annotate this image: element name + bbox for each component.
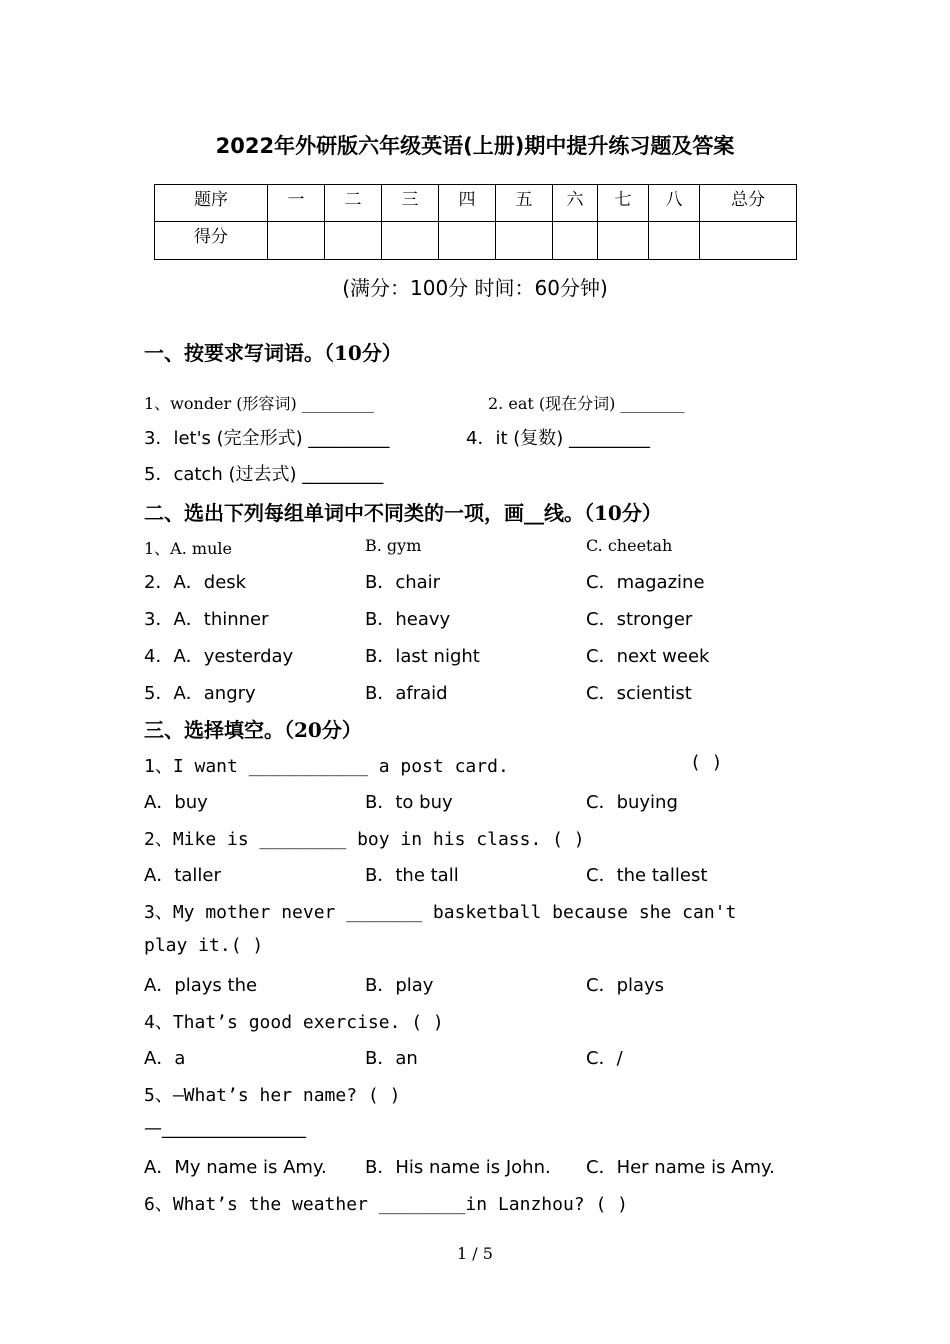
s3-q4-option-c: C．/ — [586, 1048, 623, 1069]
header-cell: 一 — [268, 185, 325, 222]
s1-question-5: 5．catch (过去式) _________ — [144, 464, 384, 485]
score-cell[interactable] — [268, 222, 325, 260]
s3-question-1: 1、I want ___________ a post card. — [144, 756, 509, 777]
score-cell[interactable] — [700, 222, 797, 260]
header-cell: 总分 — [700, 185, 797, 222]
s2-row2-option-b: B．chair — [365, 572, 441, 593]
s2-row4-option-a: 4．A．yesterday — [144, 646, 294, 667]
header-cell: 四 — [439, 185, 496, 222]
s3-q5-option-b: B．His name is John. — [365, 1157, 551, 1178]
s3-q1-option-c: C．buying — [586, 792, 678, 813]
score-row-label: 得分 — [155, 222, 268, 260]
s1-question-3: 3．let's (完全形式) _________ — [144, 428, 390, 449]
score-cell[interactable] — [553, 222, 598, 260]
header-cell: 六 — [553, 185, 598, 222]
score-cell[interactable] — [598, 222, 649, 260]
score-cell[interactable] — [382, 222, 439, 260]
score-cell[interactable] — [325, 222, 382, 260]
header-cell: 八 — [649, 185, 700, 222]
section-2-heading: 二、选出下列每组单词中不同类的一项，画__线。（10分） — [144, 501, 662, 525]
s2-row5-option-b: B．afraid — [365, 683, 448, 704]
s2-row1-option-c: C. cheetah — [586, 536, 673, 555]
s2-row4-option-b: B．last night — [365, 646, 480, 667]
score-table-score-row — [155, 222, 797, 260]
s2-row1-option-a: 1、A. mule — [144, 539, 232, 558]
s3-question-3-line-1: 3、My mother never _______ basketball because she can't — [144, 902, 737, 923]
score-table-header-row — [155, 185, 797, 222]
header-cell: 三 — [382, 185, 439, 222]
s3-question-1-answer-paren: ( ) — [690, 752, 723, 773]
s3-question-3-line-2: play it.( ) — [144, 935, 264, 956]
s2-row2-option-c: C．magazine — [586, 572, 705, 593]
s2-row1-option-b: B. gym — [365, 536, 422, 555]
s3-q4-option-a: A．a — [144, 1048, 186, 1069]
s3-q2-option-b: B．the tall — [365, 865, 459, 886]
page-title: 2022年外研版六年级英语(上册)期中提升练习题及答案 — [215, 134, 735, 158]
s1-question-2: 2. eat (现在分词) ________ — [488, 394, 685, 413]
s3-q1-option-b: B．to buy — [365, 792, 453, 813]
s2-row3-option-b: B．heavy — [365, 609, 451, 630]
s1-question-4: 4．it (复数) _________ — [466, 428, 650, 449]
full-mark-info: (满分：100分 时间：60分钟) — [342, 276, 608, 300]
s3-q1-option-a: A．buy — [144, 792, 208, 813]
s2-row5-option-c: C．scientist — [586, 683, 692, 704]
s3-q3-option-a: A．plays the — [144, 975, 258, 996]
score-cell[interactable] — [649, 222, 700, 260]
header-cell: 题序 — [155, 185, 268, 222]
header-cell: 五 — [496, 185, 553, 222]
s3-question-2: 2、Mike is ________ boy in his class. ( ) — [144, 829, 585, 850]
s3-q5-option-c: C．Her name is Amy. — [586, 1157, 775, 1178]
score-cell[interactable] — [439, 222, 496, 260]
s3-q5-option-a: A．My name is Amy. — [144, 1157, 327, 1178]
s3-q2-option-c: C．the tallest — [586, 865, 708, 886]
s3-q3-option-b: B．play — [365, 975, 434, 996]
s2-row2-option-a: 2．A．desk — [144, 572, 247, 593]
s3-question-4: 4、That’s good exercise. ( ) — [144, 1012, 444, 1033]
s2-row3-option-a: 3．A．thinner — [144, 609, 269, 630]
section-3-heading: 三、选择填空。（20分） — [144, 718, 362, 742]
s3-q4-option-b: B．an — [365, 1048, 418, 1069]
s3-question-5-answer-line: —________________ — [144, 1118, 306, 1139]
s3-q3-option-c: C．plays — [586, 975, 665, 996]
header-cell: 二 — [325, 185, 382, 222]
score-table — [154, 184, 797, 260]
score-cell[interactable] — [496, 222, 553, 260]
s2-row3-option-c: C．stronger — [586, 609, 693, 630]
s3-question-6: 6、What’s the weather ________in Lanzhou? ( ) — [144, 1194, 628, 1215]
header-cell: 七 — [598, 185, 649, 222]
s2-row5-option-a: 5．A．angry — [144, 683, 256, 704]
s3-question-5: 5、—What’s her name? ( ) — [144, 1085, 401, 1106]
s2-row4-option-c: C．next week — [586, 646, 710, 667]
page-number: 1 / 5 — [457, 1244, 493, 1263]
s3-q2-option-a: A．taller — [144, 865, 221, 886]
section-1-heading: 一、按要求写词语。（10分） — [144, 341, 402, 365]
s1-question-1: 1、wonder (形容词) _________ — [144, 394, 374, 413]
